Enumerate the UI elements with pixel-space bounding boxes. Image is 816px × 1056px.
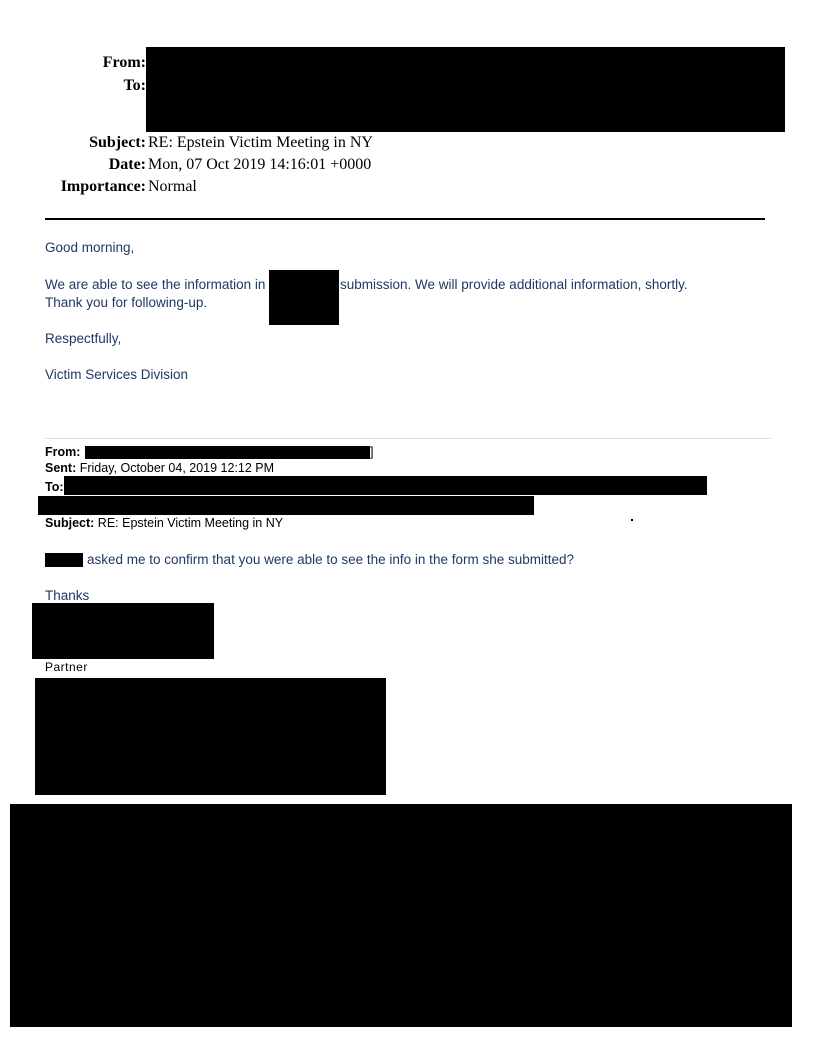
redaction-quoted-to-1: [64, 476, 707, 495]
quoted-subject-label: Subject:: [45, 516, 95, 530]
date-value: Mon, 07 Oct 2019 14:16:01 +0000: [148, 156, 372, 173]
quoted-body-text: asked me to confirm that you were able to see the info in the form she submitted?: [87, 552, 575, 567]
signature-text: Victim Services Division: [45, 367, 189, 382]
body-line-1b: submission. We will provide additional information, shortly.: [340, 277, 688, 292]
subject-label: Subject:: [89, 134, 146, 151]
quoted-sent-label: Sent:: [45, 461, 77, 475]
greeting-text: Good morning,: [45, 240, 135, 255]
redaction-requester-name: [45, 553, 83, 567]
body-line-2: Thank you for following-up.: [45, 295, 208, 310]
quoted-subject-value: RE: Epstein Victim Meeting in NY: [97, 516, 284, 530]
importance-value: Normal: [148, 178, 197, 195]
thanks-text: Thanks: [45, 588, 90, 603]
quoted-from-bracket: ]: [370, 445, 374, 459]
date-label: Date:: [108, 156, 146, 173]
stray-dot: [631, 519, 633, 521]
quoted-sent-value: Friday, October 04, 2019 12:12 PM: [79, 461, 275, 475]
redaction-from-to: [146, 47, 785, 132]
redaction-sender-name: [32, 603, 214, 659]
redaction-name-inline: [269, 270, 339, 325]
subject-value: RE: Epstein Victim Meeting in NY: [148, 134, 373, 151]
redaction-footer-block: [10, 804, 792, 1027]
quoted-divider: [45, 438, 771, 439]
closing-text: Respectfully,: [45, 331, 122, 346]
redaction-quoted-from: [85, 446, 370, 459]
quoted-to-label: To:: [45, 480, 64, 494]
body-line-1a: We are able to see the information in: [45, 277, 266, 292]
from-label: From:: [102, 54, 146, 71]
to-label: To:: [123, 77, 146, 94]
importance-label: Importance:: [60, 178, 146, 195]
quoted-from-label: From:: [45, 445, 81, 459]
header-divider: [45, 218, 765, 220]
redaction-quoted-to-2: [38, 496, 534, 515]
partner-title: Partner: [45, 660, 88, 674]
redaction-sender-contact: [35, 678, 386, 795]
